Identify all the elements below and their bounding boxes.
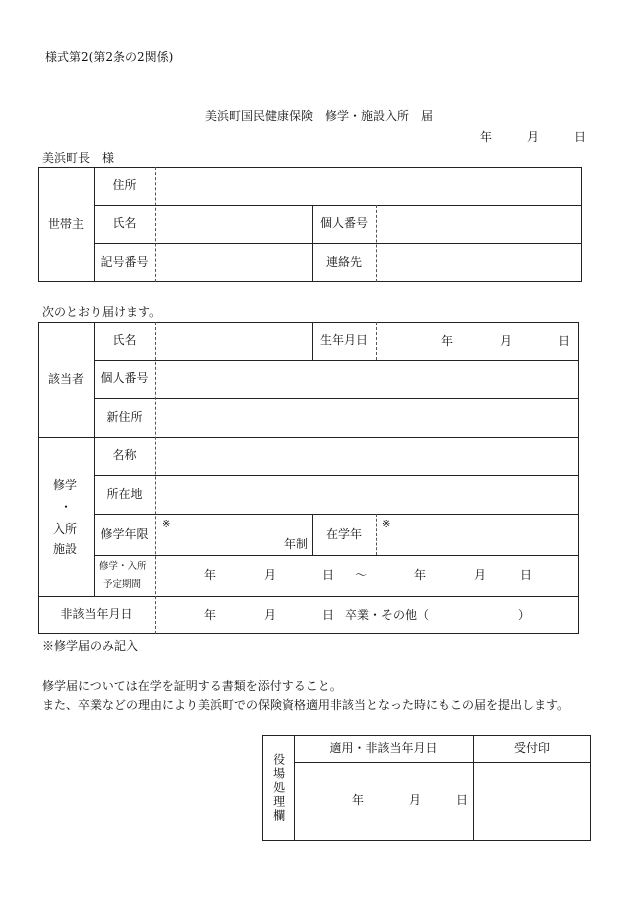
household-individual-number-label: 個人番号 [319,216,368,231]
applicant-birthdate-field[interactable] [378,323,578,359]
header-date-month: 月 [527,130,540,144]
facility-grade-field[interactable] [378,515,578,554]
applicant-birth-year: 年 [441,334,454,348]
intro-text: 次のとおり届けます。 [42,305,162,319]
facility-study-period-unit: 年制 [284,537,309,551]
non-applicable-month: 月 [264,608,277,622]
facility-study-period-mark: ※ [162,519,171,530]
notice-line-2: また、卒業などの理由により美浜町での保険資格適用非該当となった時にもこの届を提出します。 [42,698,570,712]
non-applicable-day: 日 [322,608,335,622]
household-symbol-number-label: 記号番号 [100,254,149,269]
facility-planned-period-label-line2: 予定期間 [103,579,142,590]
header-date-year: 年 [480,130,493,144]
household-contact-label: 連絡先 [325,254,362,269]
applicant-group-label: 該当者 [47,371,84,386]
applicant-birthdate-label: 生年月日 [319,333,368,348]
applicant-new-address-field[interactable] [157,399,578,436]
facility-location-field[interactable] [157,476,578,513]
planned-from-day: 日 [322,568,335,582]
office-date-col-label: 適用・非該当年月日 [329,740,438,755]
household-name-label: 氏名 [112,216,137,231]
facility-group-label-facility: 施設 [53,542,78,556]
office-receipt-stamp-field[interactable] [474,763,590,840]
applicant-individual-number-label: 個人番号 [100,371,149,386]
facility-location-label: 所在地 [106,486,143,501]
office-date-field[interactable] [295,763,472,840]
addressee: 美浜町長 様 [42,151,115,165]
non-applicable-reason-close: ） [518,608,531,622]
non-applicable-reason-text: 卒業・その他（ [345,608,430,622]
facility-group-label-admission: 入所 [53,522,78,536]
household-name-field[interactable] [157,206,311,242]
facility-planned-period-label-line1: 修学・入所 [99,561,147,572]
non-applicable-label: 非該当年月日 [60,607,133,622]
facility-name-field[interactable] [157,438,578,474]
household-address-label: 住所 [112,178,137,193]
facility-study-period-label: 修学年限 [100,526,149,541]
facility-group-label-study: 修学 [53,478,78,492]
household-individual-number-field[interactable] [378,206,581,242]
facility-group-label-dot: ・ [60,500,73,514]
planned-to-month: 月 [474,568,487,582]
facility-name-label: 名称 [112,448,137,463]
facility-grade-label: 在学年 [325,526,362,541]
facility-grade-mark: ※ [382,519,391,530]
note-study-only: ※修学届のみ記入 [42,639,139,653]
applicant-new-address-label: 新住所 [106,409,143,424]
applicant-name-label: 氏名 [112,333,137,348]
applicant-birth-day: 日 [558,334,571,348]
office-date-month: 月 [409,793,422,807]
applicant-name-field[interactable] [157,323,311,359]
facility-group-label [38,437,94,596]
planned-period-tilde: ～ [355,568,368,582]
office-date-year: 年 [352,793,365,807]
office-side-label: 役場処理欄 [271,753,286,823]
form-number: 様式第2(第2条の2関係) [45,50,174,64]
planned-from-year: 年 [204,568,217,582]
applicant-individual-number-field[interactable] [157,361,578,397]
notice-line-1: 修学届については在学を証明する書類を添付すること。 [42,679,342,693]
planned-to-year: 年 [414,568,427,582]
facility-planned-period-field[interactable] [157,556,578,595]
planned-to-day: 日 [520,568,533,582]
non-applicable-year: 年 [204,608,217,622]
household-address-field[interactable] [157,168,581,204]
office-receipt-col-label: 受付印 [513,740,550,755]
facility-planned-period-label [94,555,155,596]
applicant-birth-month: 月 [500,334,513,348]
office-date-day: 日 [456,793,469,807]
household-group-label: 世帯主 [47,216,84,231]
header-date-day: 日 [574,130,587,144]
household-contact-field[interactable] [378,244,581,281]
planned-from-month: 月 [264,568,277,582]
household-symbol-number-field[interactable] [157,244,311,281]
form-title: 美浜町国民健康保険 修学・施設入所 届 [205,109,434,123]
